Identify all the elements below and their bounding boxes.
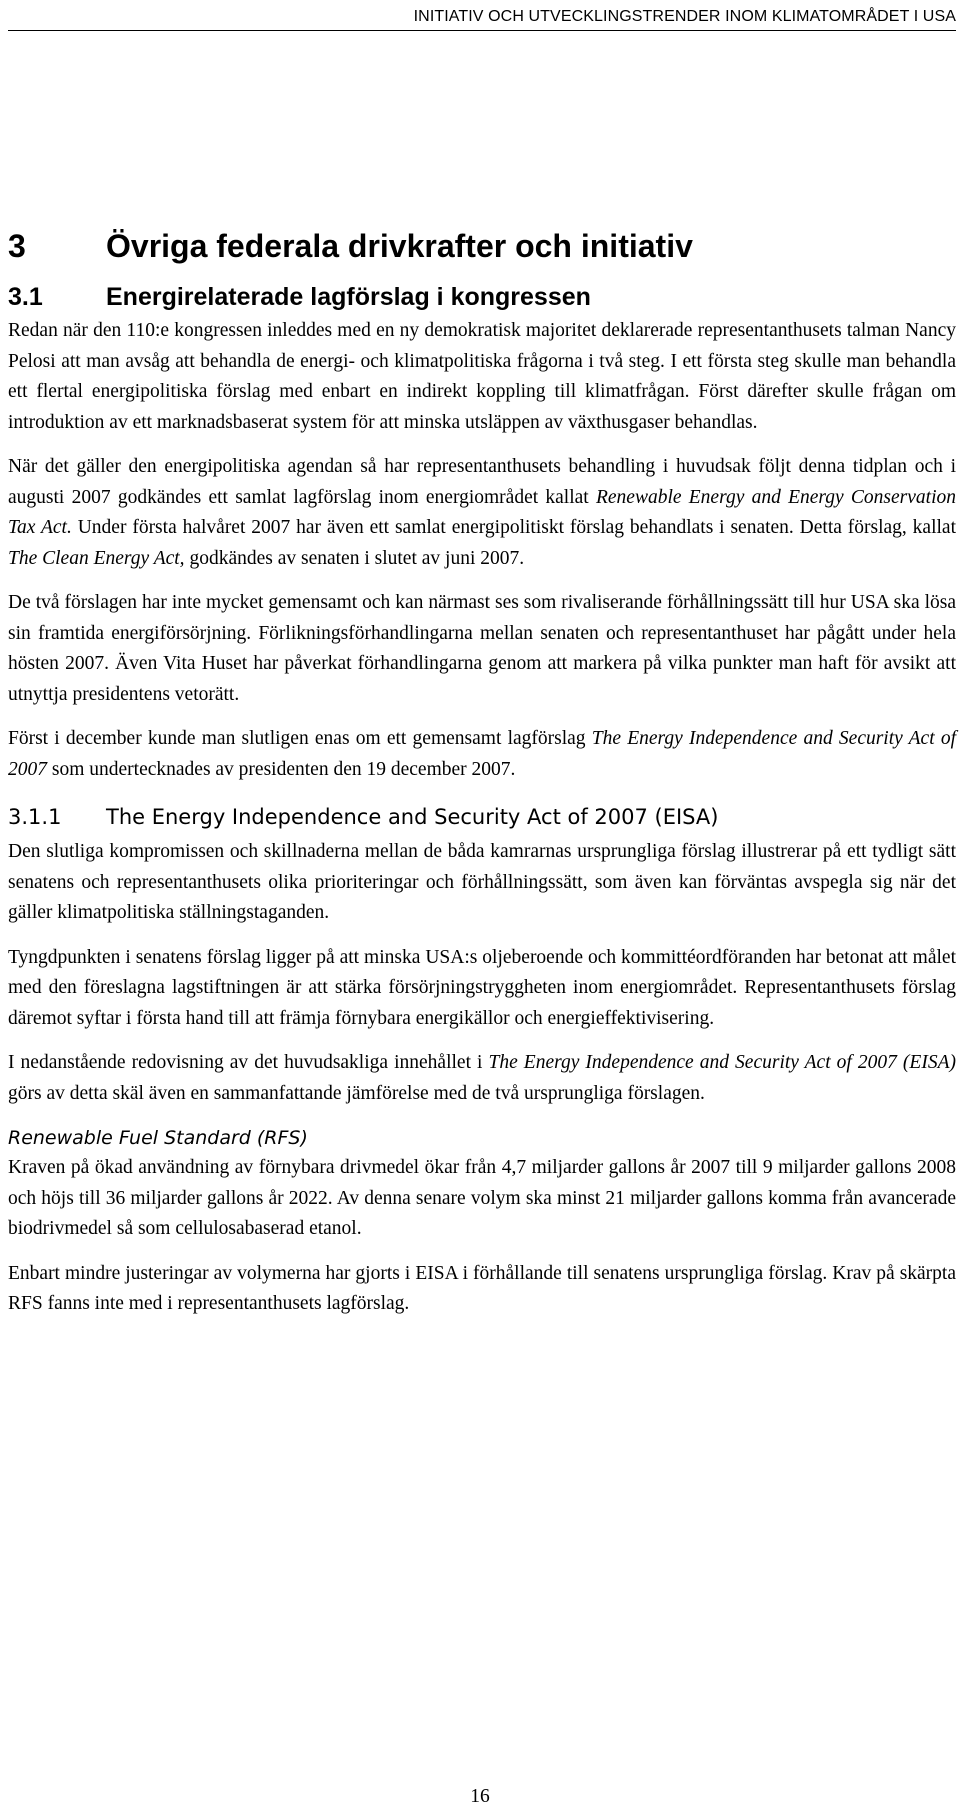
- section-title: Energirelaterade lagförslag i kongressen: [106, 283, 591, 311]
- subsection-paragraph: [8, 1048, 956, 1109]
- section-paragraph: [8, 316, 956, 438]
- section-paragraph: [8, 588, 956, 710]
- paragraph-text: godkändes av senaten i slutet av juni 2007.: [184, 547, 525, 569]
- paragraph-text: Under första halvåret 2007 har även ett samlat energipolitiskt förslag behandlats i senaten. Detta förslag, kallat: [71, 517, 956, 538]
- section-number: 3.1: [8, 283, 43, 311]
- header-rule: [8, 30, 956, 31]
- paragraph-text: som undertecknades av presidenten den 19 december 2007.: [47, 758, 516, 780]
- page-content: [8, 226, 956, 1334]
- paragraph-text: De två förslagen har inte mycket gemensamt och kan närmast ses som rivaliserande förhållningssätt till hur USA ska lösa sin framtida energiförsörjning. Förlikningsförhandlingarna mellan senaten och representanthuset har pågått under hela hösten 2007. Även Vita Huset har påverkat förhandlingarna genom att markera på vilka punkter man haft för avsikt att utnyttja presidentens vetorätt.: [8, 592, 956, 705]
- italic-title-text: The Energy Independence and Security Act of 2007: [8, 728, 957, 780]
- paragraph-text: görs av detta skäl även en sammanfattande jämförelse med de två ursprungliga förslagen.: [8, 1082, 705, 1104]
- section-body: [8, 316, 956, 785]
- rfs-heading: Renewable Fuel Standard (RFS): [8, 1127, 308, 1149]
- chapter-title: Övriga federala drivkrafter och initiativ: [106, 228, 693, 264]
- paragraph-text: Först i december kunde man slutligen enas om ett gemensamt lagförslag: [8, 728, 592, 749]
- paragraph-text: Tyngdpunkten i senatens förslag ligger på att minska USA:s oljeberoende och kommittéordföranden har betonat att målet med den föreslagna lagstiftningen är att stärka försörjningstryggheten inom energiområdet. Representanthusets förslag däremot syftar i första hand till att främja förnybara energikällor och energieffektivisering.: [8, 946, 956, 1029]
- section-paragraph: [8, 724, 956, 785]
- paragraph-text: Den slutliga kompromissen och skillnaderna mellan de båda kamrarnas ursprungliga förslag illustrerar på ett tydligt sätt senatens och representanthusets olika prioriteringar och förhållningssätt, som även kan förväntas avspegla sig när det gäller klimatpolitiska ställningstaganden.: [8, 841, 956, 923]
- page-number: 16: [470, 1786, 490, 1807]
- italic-title-text: Renewable Energy and Energy Conservation Tax Act.: [8, 486, 957, 538]
- chapter-number: 3: [8, 228, 26, 264]
- running-header: INITIATIV OCH UTVECKLINGSTRENDER INOM KLIMATOMRÅDET I USA: [413, 8, 956, 25]
- subsection-paragraph: [8, 943, 956, 1035]
- section-heading: [8, 280, 956, 314]
- subsection-body: [8, 837, 956, 1109]
- section-paragraph: [8, 452, 956, 574]
- paragraph-text: Enbart mindre justeringar av volymerna har gjorts i EISA i förhållande till senatens ursprungliga förslag. Krav på skärpta RFS fanns inte med i representanthusets lagförslag.: [8, 1262, 956, 1314]
- subsection-heading: [8, 801, 956, 833]
- paragraph-text: När det gäller den energipolitiska agendan så har representanthusets behandling i huvudsak följt denna tidplan och i augusti 2007 godkändes ett samlat lagförslag inom energiområdet kallat: [8, 456, 956, 508]
- paragraph-text: I nedanstående redovisning av det huvudsakliga innehållet i: [8, 1052, 489, 1073]
- subsection-number: 3.1.1: [8, 805, 62, 829]
- rfs-body: [8, 1153, 956, 1320]
- subsection-paragraph: [8, 837, 956, 929]
- chapter-heading: [8, 226, 956, 266]
- subsection-title: The Energy Independence and Security Act of 2007 (EISA): [106, 805, 719, 829]
- paragraph-text: Kraven på ökad användning av förnybara drivmedel ökar från 4,7 miljarder gallons år 2007 till 9 miljarder gallons 2008 och höjs till 36 miljarder gallons år 2022. Av denna senare volym ska minst 21 miljarder gallons komma från avancerade biodrivmedel så som cellulosabaserad etanol.: [8, 1157, 956, 1239]
- rfs-paragraph: [8, 1259, 956, 1320]
- paragraph-text: Redan när den 110:e kongressen inleddes med en ny demokratisk majoritet deklarerade representanthusets talman Nancy Pelosi att man avsåg att behandla de energi- och klimatpolitiska frågorna i två steg. I ett första steg skulle man behandla ett flertal energipolitiska förslag med enbart en indirekt koppling till klimatfrågan. Först därefter skulle frågan om introduktion av ett marknadsbaserat system för att minska utsläppen av växthusgaser behandlas.: [8, 320, 956, 433]
- italic-title-text: The Energy Independence and Security Act of 2007 (EISA): [488, 1052, 956, 1073]
- italic-title-text: The Clean Energy Act,: [8, 547, 185, 569]
- rfs-paragraph: [8, 1153, 956, 1245]
